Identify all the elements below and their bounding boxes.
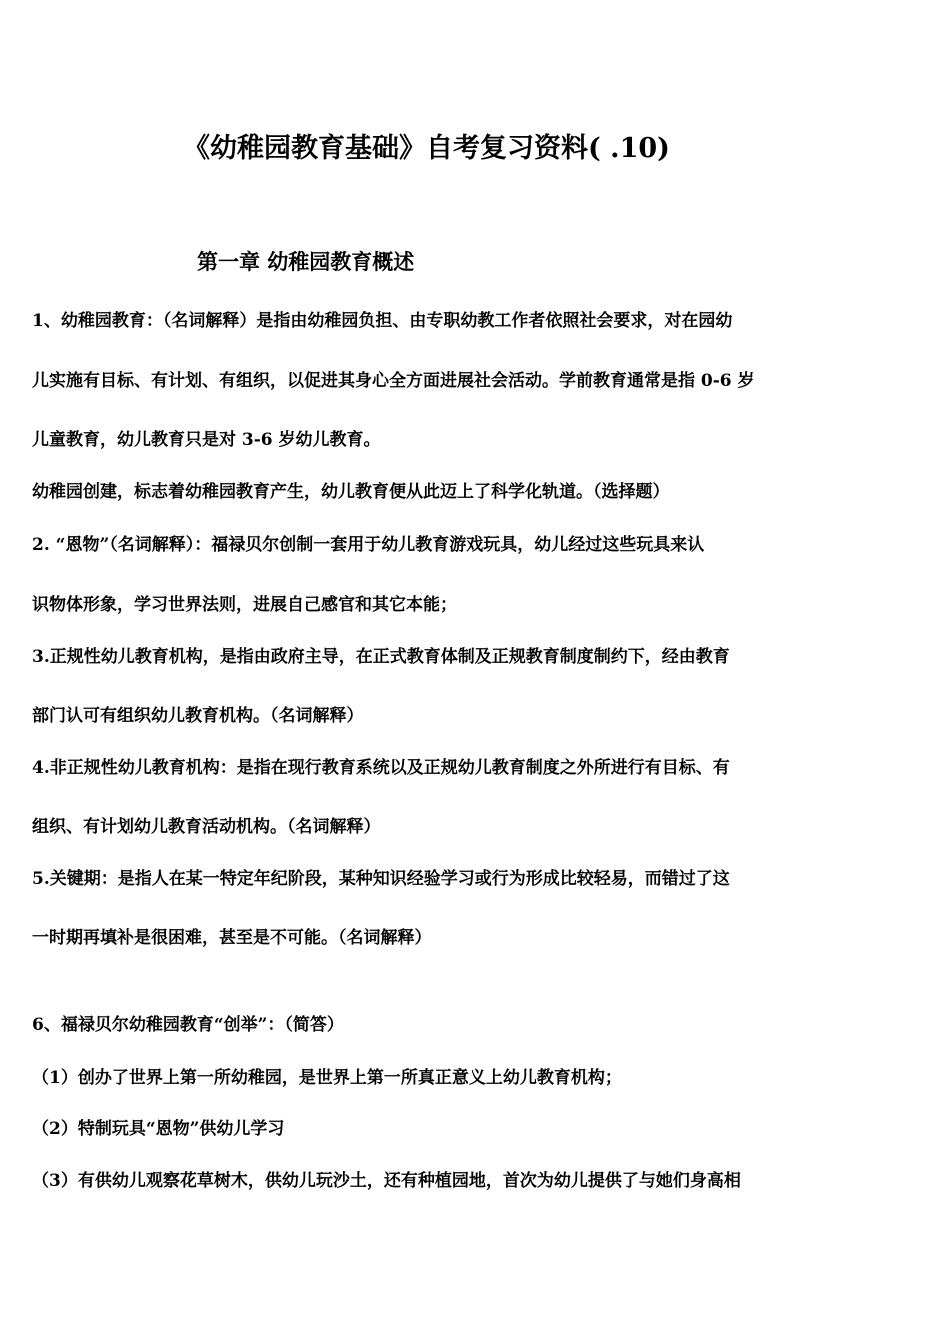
list-item: （1）创办了世界上第一所幼稚园，是世界上第一所真正意义上幼儿教育机构； (32, 1068, 622, 1088)
paragraph-line: 儿实施有目标、有计划、有组织，以促进其身心全方面进展社会活动。学前教育通常是指 0-6 岁 (32, 371, 755, 391)
paragraph-line: 部门认可有组织幼儿教育机构。（名词解释） (32, 706, 364, 726)
chapter-heading: 第一章 幼稚园教育概述 (197, 249, 415, 274)
paragraph-line: 2. “恩物”（名词解释）：福禄贝尔创制一套用于幼儿教育游戏玩具，幼儿经过这些玩具来认 (32, 535, 705, 555)
paragraph-line: 6、福禄贝尔幼稚园教育“创举”：（简答） (32, 1015, 344, 1035)
paragraph-line: 一时期再填补是很困难，甚至是不可能。（名词解释） (32, 928, 432, 948)
paragraph-line: 幼稚园创建，标志着幼稚园教育产生，幼儿教育便从此迈上了科学化轨道。（选择题） (32, 482, 670, 502)
paragraph-line: 识物体形象，学习世界法则，进展自己感官和其它本能； (32, 595, 457, 615)
paragraph-line: 5.关键期：是指人在某一特定年纪阶段，某种知识经验学习或行为形成比较轻易，而错过了这 (32, 869, 730, 889)
paragraph-line: 儿童教育，幼儿教育只是对 3-6 岁幼儿教育。 (32, 430, 381, 450)
paragraph-line: 组织、有计划幼儿教育活动机构。（名词解释） (32, 817, 381, 837)
paragraph-line: 4.非正规性幼儿教育机构：是指在现行教育系统以及正规幼儿教育制度之外所进行有目标、有 (32, 758, 730, 778)
list-item: （3）有供幼儿观察花草树木，供幼儿玩沙土，还有种植园地，首次为幼儿提供了与她们身高相 (32, 1171, 741, 1191)
paragraph-line: 1、幼稚园教育：（名词解释）是指由幼稚园负担、由专职幼教工作者依照社会要求，对在园幼 (32, 311, 733, 331)
list-item: （2）特制玩具“恩物”供幼儿学习 (32, 1119, 285, 1139)
document-title: 《幼稚园教育基础》自考复习资料( .10) (183, 133, 670, 164)
paragraph-line: 3.正规性幼儿教育机构，是指由政府主导，在正式教育体制及正规教育制度制约下，经由教育 (32, 647, 730, 667)
